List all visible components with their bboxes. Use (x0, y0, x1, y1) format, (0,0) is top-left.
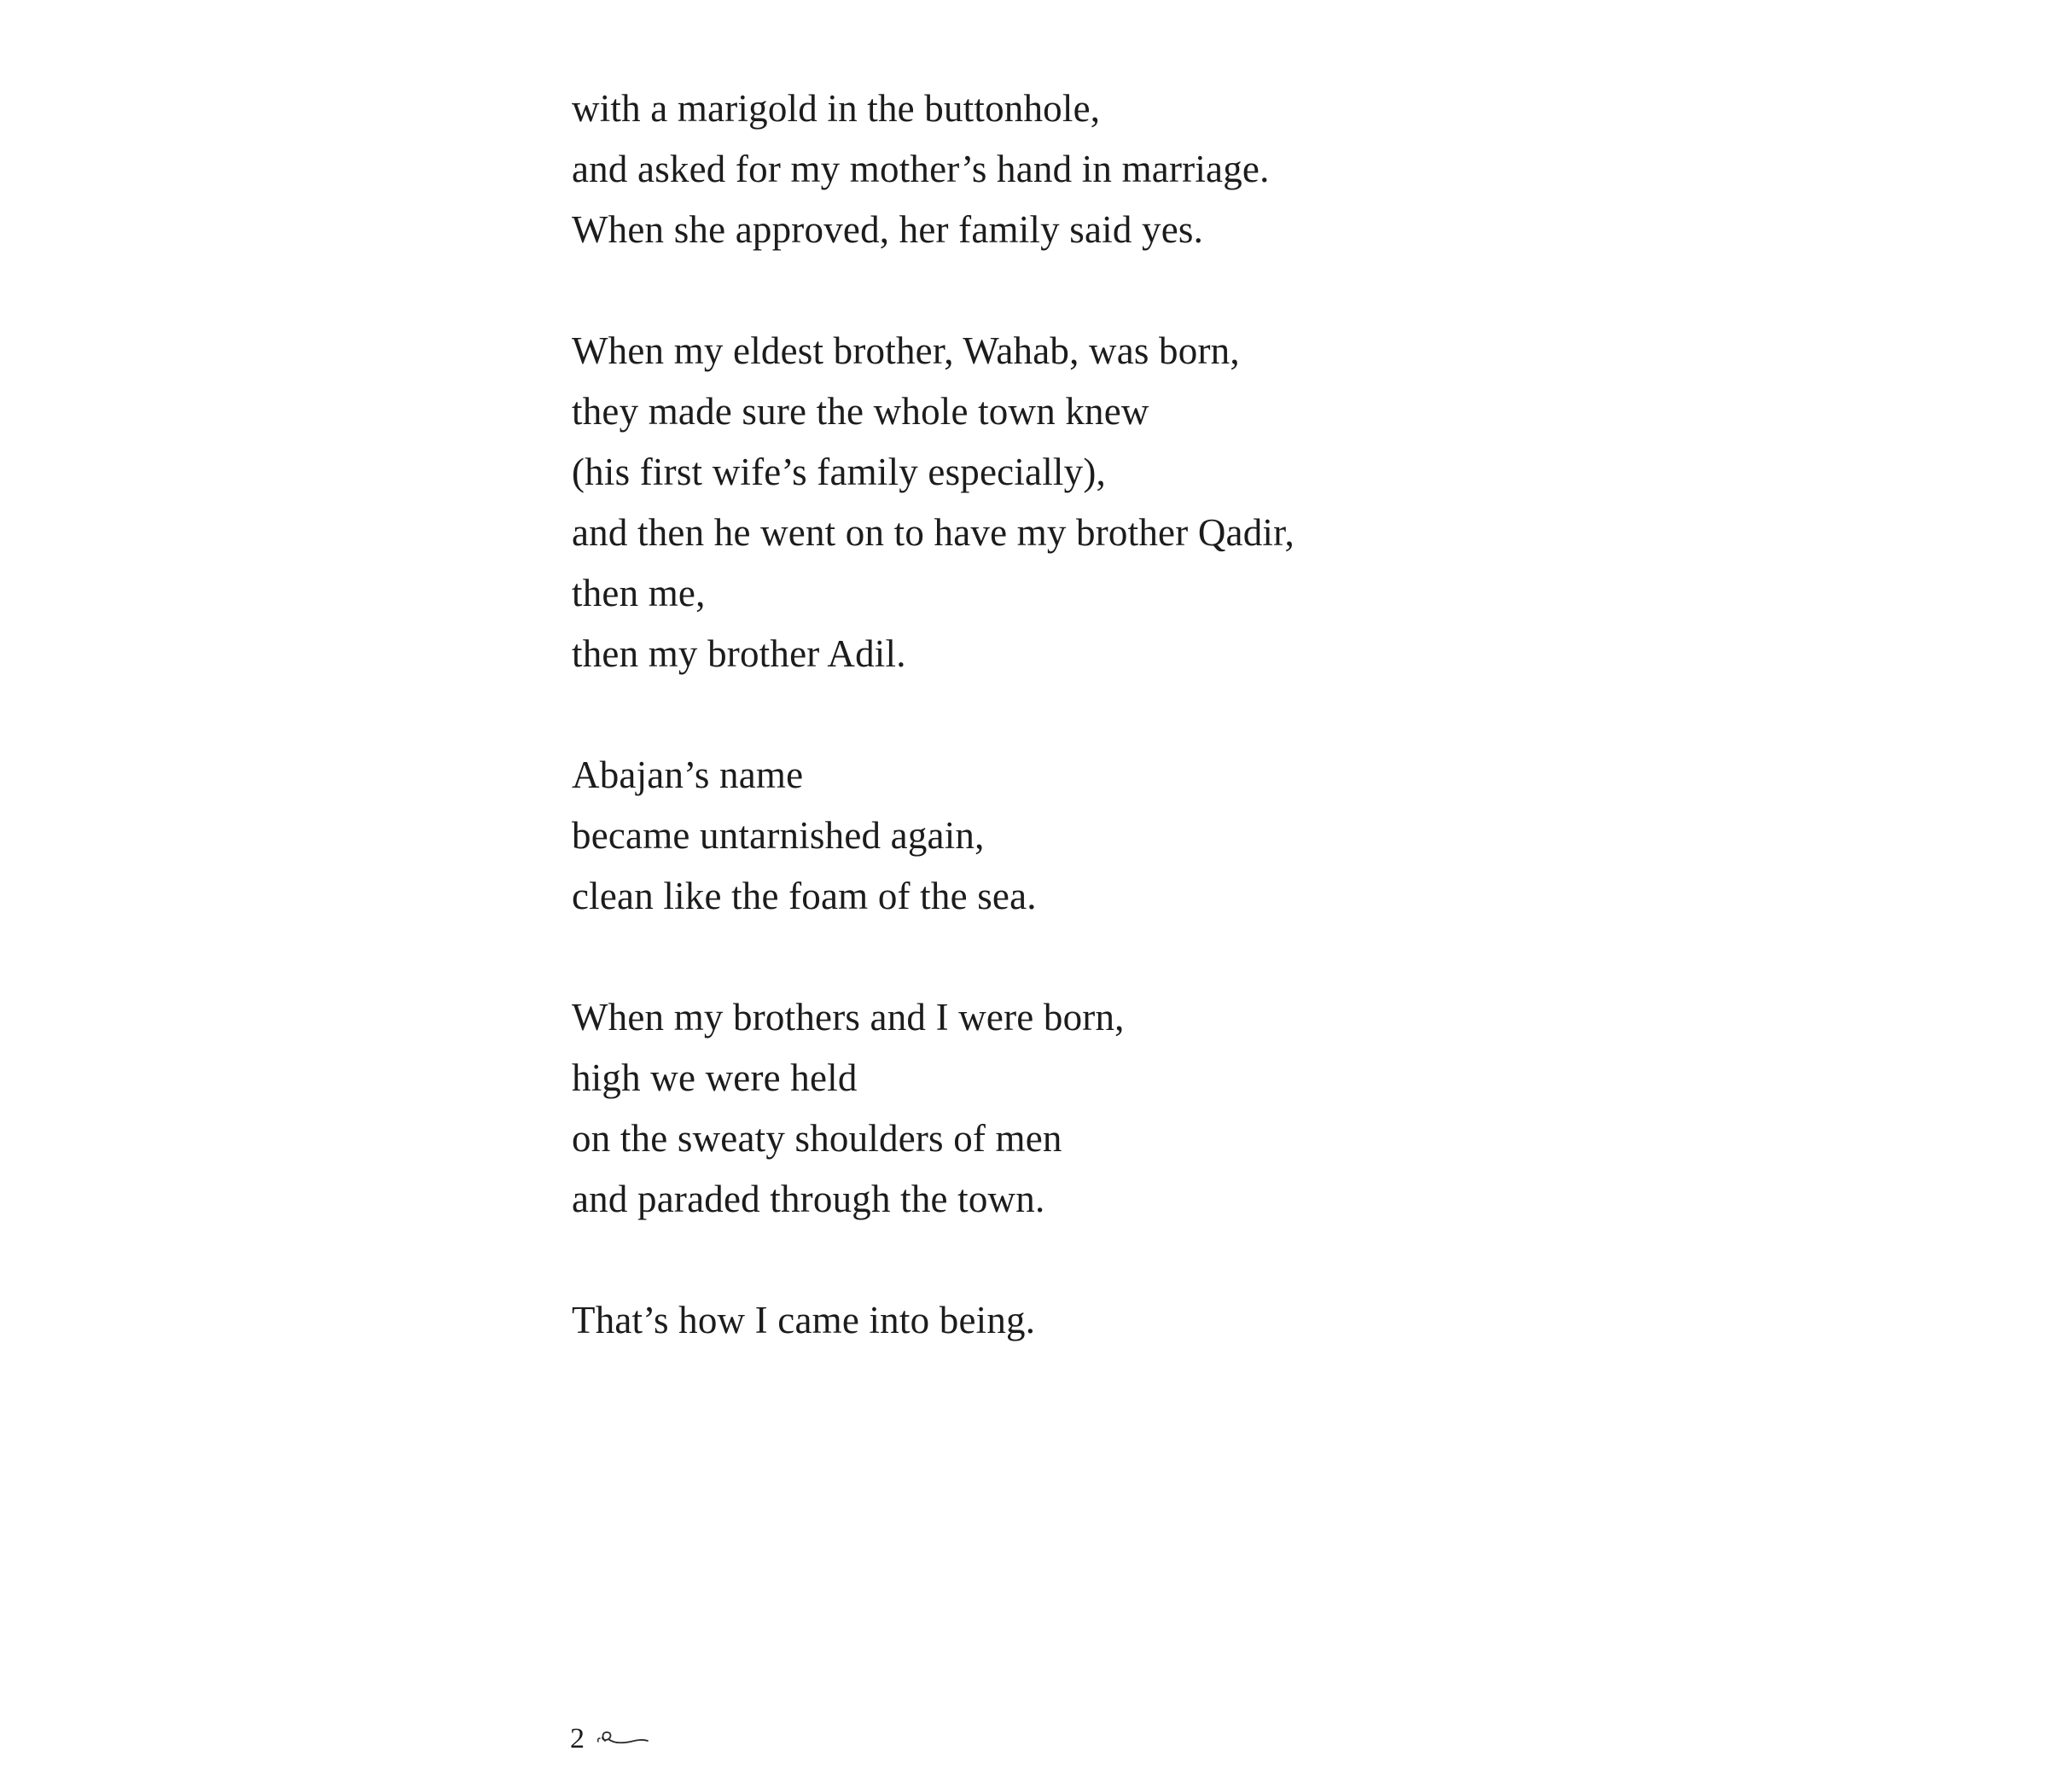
page-footer (570, 1722, 649, 1756)
stanza-3 (572, 745, 1510, 927)
poem-line: on the sweaty shoulders of men (572, 1117, 1062, 1160)
poem-line: then me, (572, 572, 706, 614)
poem-line: (his first wife’s family especially), (572, 451, 1106, 493)
poem-line: That’s how I came into being. (572, 1299, 1036, 1341)
poem-line: When my brothers and I were born, (572, 996, 1125, 1039)
stanza-1 (572, 79, 1510, 260)
poem-line: When she approved, her family said yes. (572, 208, 1204, 251)
poem-line: they made sure the whole town knew (572, 390, 1149, 433)
poem-body (572, 79, 1510, 1351)
poem-line: became untarnished again, (572, 814, 985, 857)
poem-line: and then he went on to have my brother Qadir, (572, 511, 1295, 554)
poem-line: Abajan’s name (572, 753, 804, 796)
poem-line: and paraded through the town. (572, 1178, 1045, 1220)
poem-line: then my brother Adil. (572, 632, 906, 675)
stanza-5 (572, 1290, 1510, 1351)
poem-line: When my eldest brother, Wahab, was born, (572, 329, 1240, 372)
stanza-2 (572, 321, 1510, 684)
poem-line: and asked for my mother’s hand in marriage. (572, 148, 1270, 190)
poem-line: with a marigold in the buttonhole, (572, 87, 1101, 130)
flourish-icon (593, 1726, 649, 1752)
poem-line: clean like the foam of the sea. (572, 875, 1037, 917)
poem-line: high we were held (572, 1056, 858, 1099)
page-number: 2 (570, 1723, 585, 1754)
stanza-4 (572, 987, 1510, 1230)
